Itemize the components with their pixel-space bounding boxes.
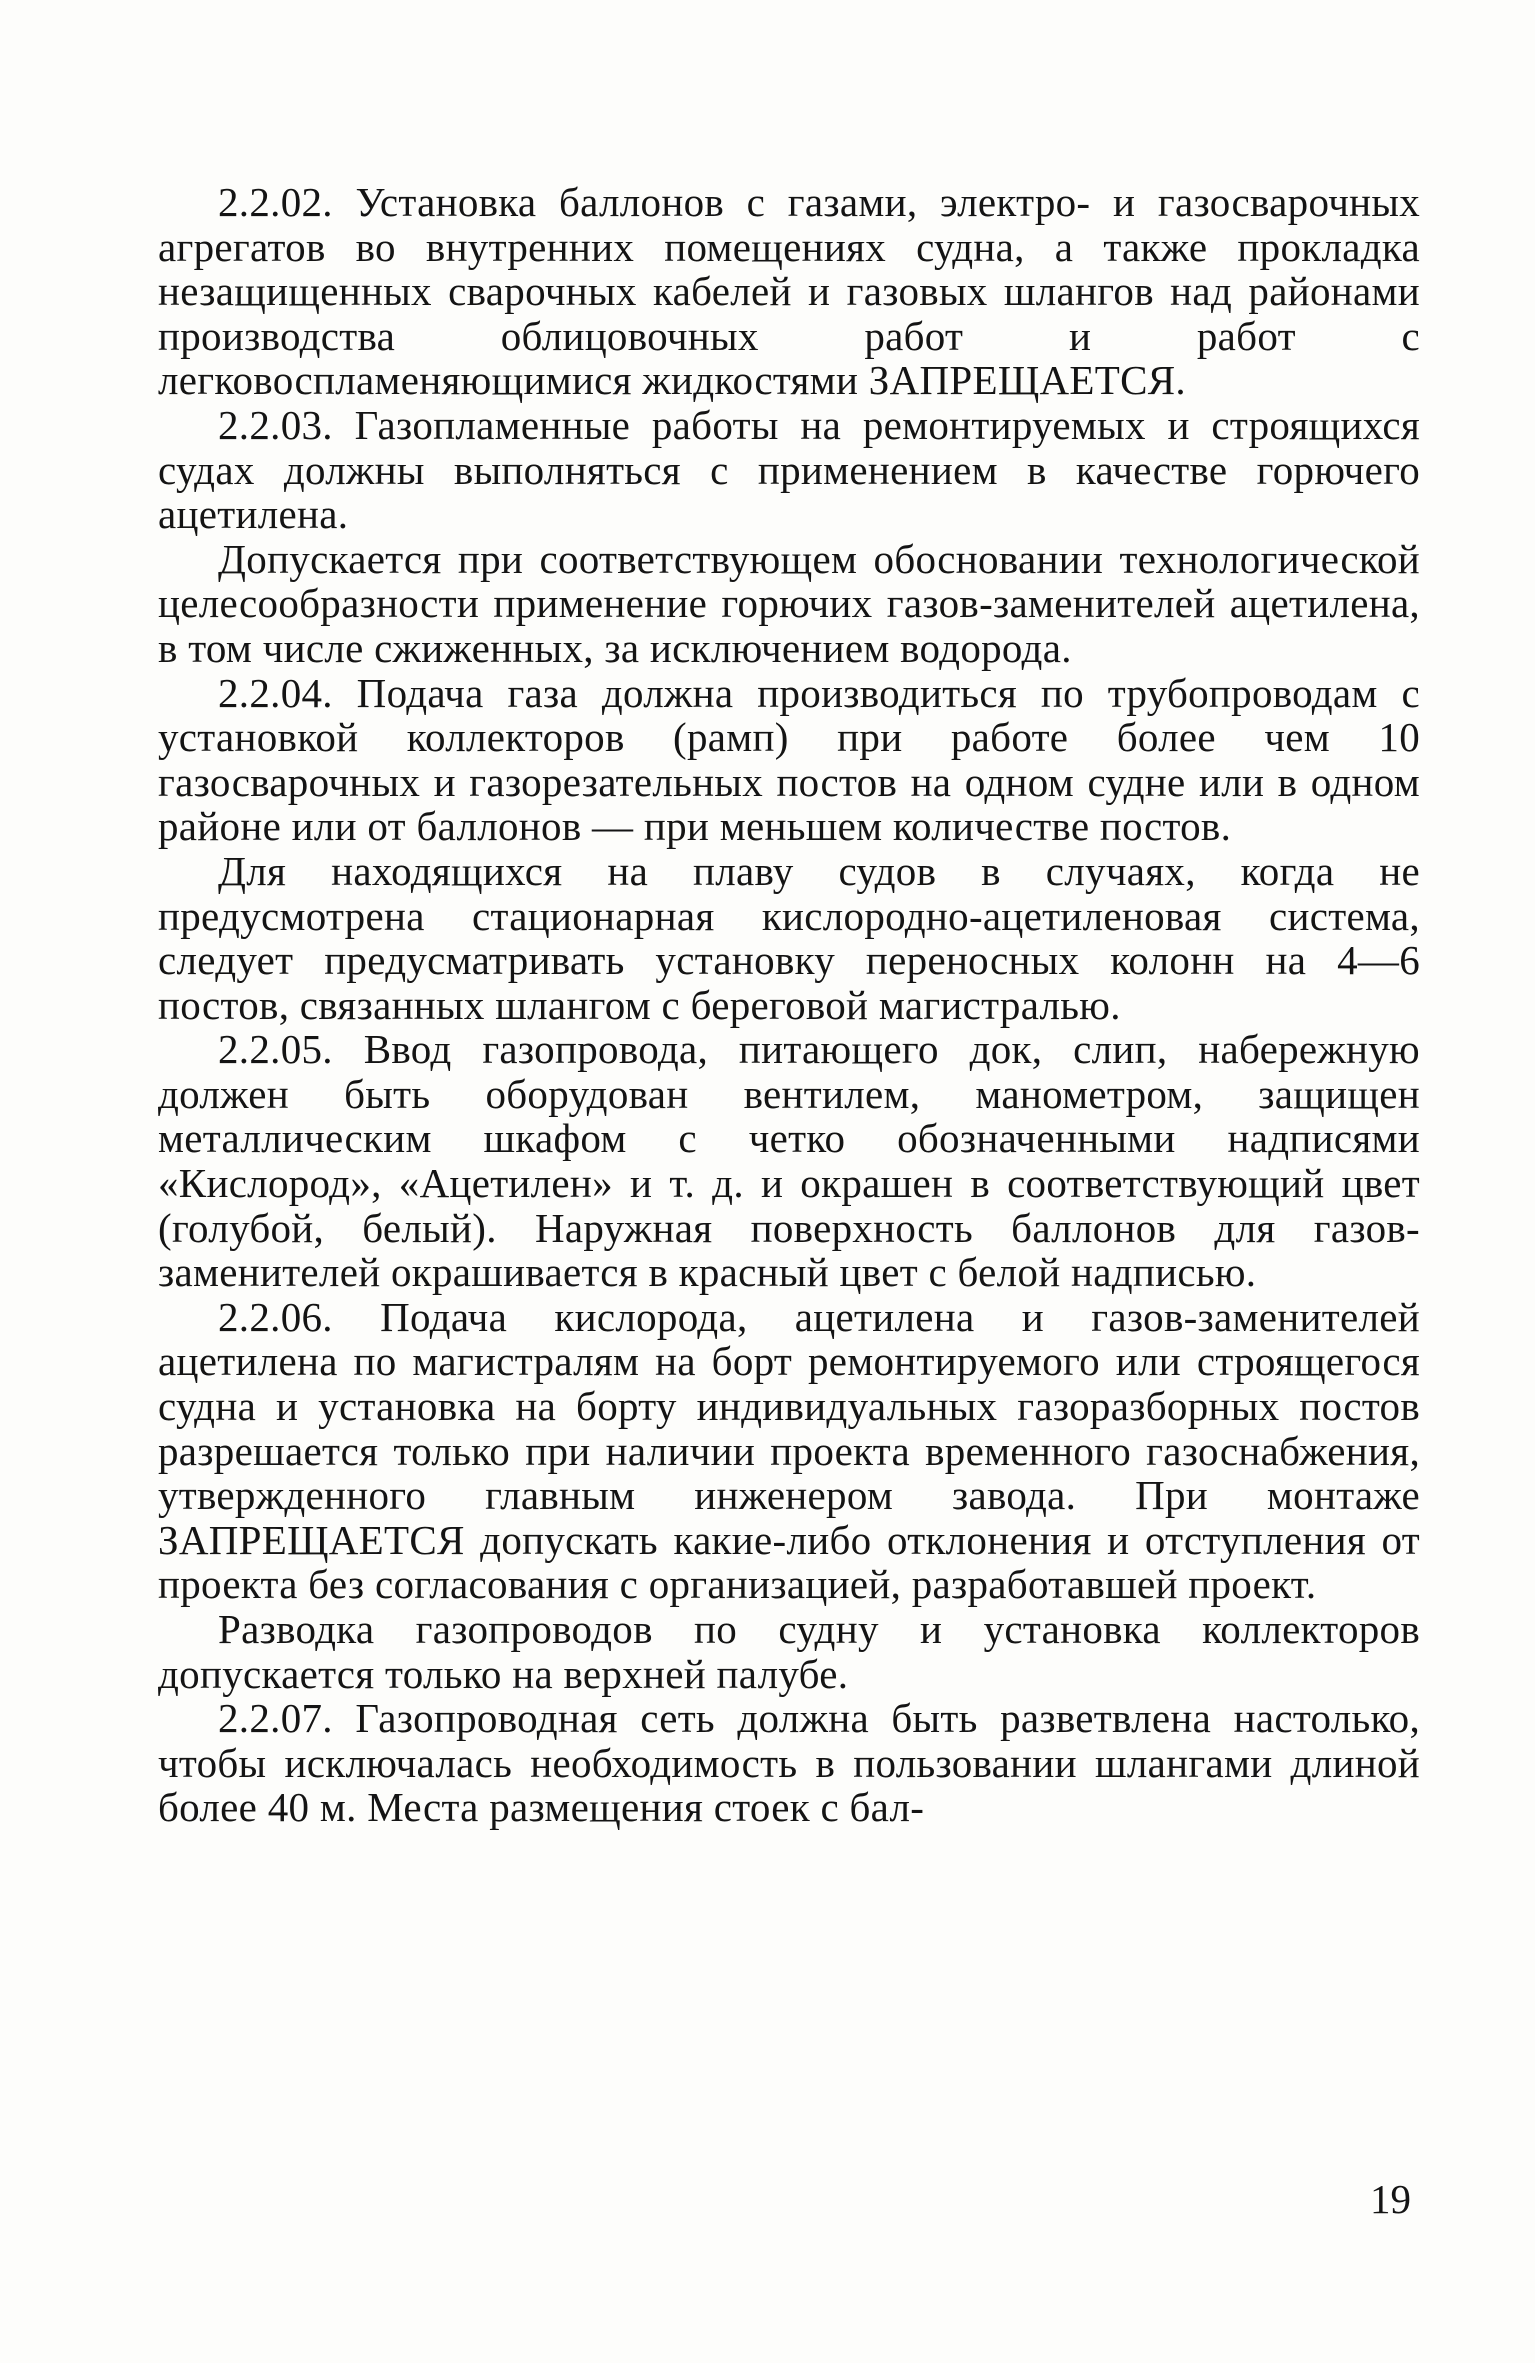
paragraph-text: Газопроводная сеть должна быть разветвлена настолько, чтобы исключалась необходимость в пользовании шлангами длиной более 40 м. Места размещения стоек с бал-: [158, 1695, 1420, 1831]
clause-number: 2.2.04.: [218, 669, 333, 716]
clause-number: 2.2.07.: [218, 1695, 333, 1742]
paragraph-text: Для находящихся на плаву судов в случаях, когда не предусмотрена стационарная кислородно-ацетиленовая система, следует предусматривать установку переносных колонн на 4—6 постов, связанных шлангом с береговой магистралью.: [158, 847, 1420, 1028]
paragraph-text: Разводка газопроводов по судну и установка коллекторов допускается только на верхней палубе.: [158, 1606, 1420, 1697]
clause-number: 2.2.05.: [218, 1026, 333, 1073]
paragraph-2-2-02: [158, 180, 1420, 403]
clause-number: 2.2.06.: [218, 1293, 333, 1340]
paragraph-text: Установка баллонов с газами, электро- и газосварочных агрегатов во внутренних помещениях судна, а также прокладка незащищенных сварочных кабелей и газовых шлангов над районами производства облицовочных работ и работ с легковоспламеняющимися жидкостями ЗАПРЕЩАЕТСЯ.: [158, 179, 1420, 404]
page-number: 19: [1370, 2176, 1411, 2222]
paragraph-text: Подача газа должна производиться по трубопроводам с установкой коллекторов (рамп) при работе более чем 10 газосварочных и газорезательных постов на одном судне или в одном районе или от баллонов — при меньшем количестве постов.: [158, 669, 1420, 850]
body-text: [158, 180, 1420, 1830]
paragraph-text: Допускается при соответствующем обосновании технологической целесообразности применение горючих газов-заменителей ацетилена, в том числе сжиженных, за исключением водорода.: [158, 535, 1420, 671]
clause-number: 2.2.02.: [218, 179, 333, 225]
paragraph-text: Газопламенные работы на ремонтируемых и строящихся судах должны выполняться с применением в качестве горючего ацетилена.: [158, 401, 1420, 538]
paragraph-2-2-03: [158, 403, 1420, 537]
paragraph-2-2-05: [158, 1027, 1420, 1295]
paragraph-text: Подача кислорода, ацетилена и газов-заменителей ацетилена по магистралям на борт ремонтируемого или строящегося судна и установка на борту индивидуальных газоразборных постов разрешается только при наличии проекта временного газоснабжения, утвержденного главным инженером завода. При монтаже ЗАПРЕЩАЕТСЯ допускать какие-либо отклонения и отступления от проекта без согласования с организацией, разработавшей проект.: [158, 1293, 1420, 1608]
clause-number: 2.2.03.: [218, 401, 333, 448]
paragraph-2-2-06-continuation: [158, 1607, 1420, 1696]
paragraph-2-2-07: [158, 1696, 1420, 1830]
paragraph-text: Ввод газопровода, питающего док, слип, набережную должен быть оборудован вентилем, манометром, защищен металлическим шкафом с четко обозначенными надписями «Кислород», «Ацетилен» и т. д. и окрашен в соответствующий цвет (голубой, белый). Наружная поверхность баллонов для газов-заменителей окрашивается в красный цвет с белой надписью.: [158, 1026, 1420, 1296]
paragraph-2-2-03-continuation: [158, 537, 1420, 671]
paragraph-2-2-04-continuation: [158, 849, 1420, 1027]
paragraph-2-2-06: [158, 1295, 1420, 1607]
paragraph-2-2-04: [158, 671, 1420, 849]
